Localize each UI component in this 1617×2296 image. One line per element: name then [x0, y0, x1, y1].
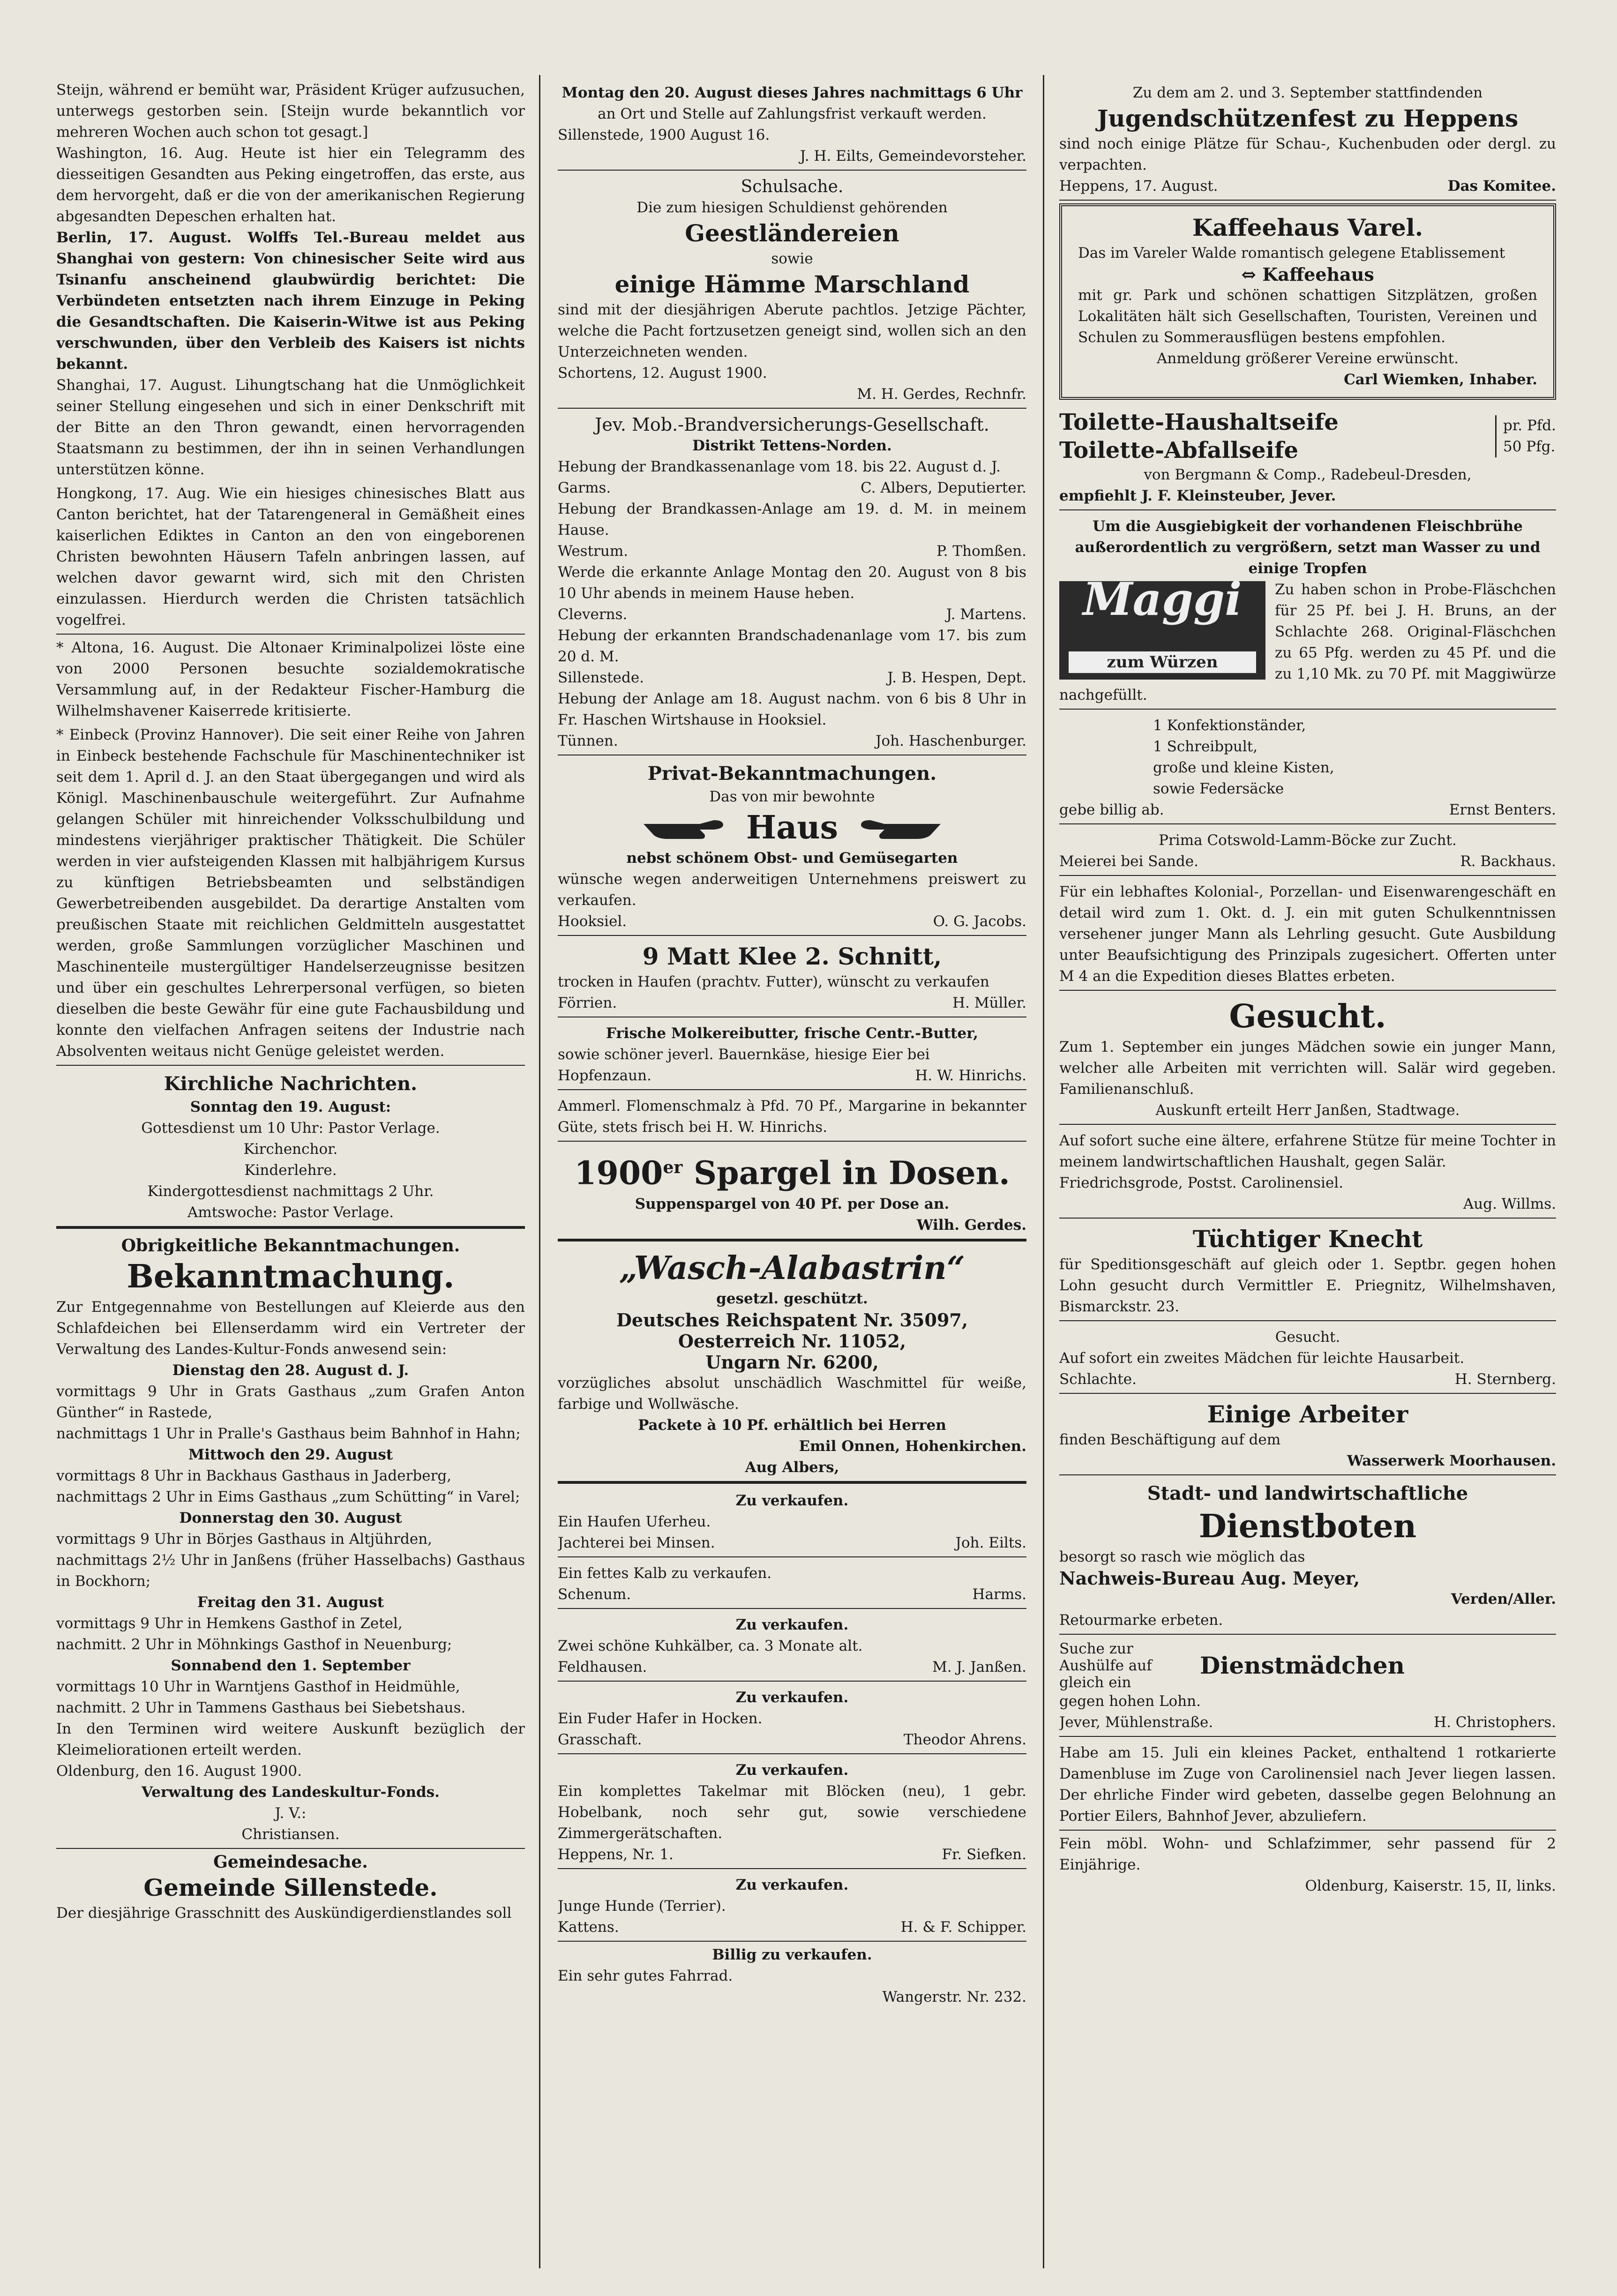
school-text: sind mit der diesjährigen Aberute pachtlos. Jetzige Pächter, welche die Pacht fortzusetzen geneigt sind, wollen sich an den Unterzeichneten wenden.: [558, 301, 1026, 360]
signature-row: [558, 1533, 1026, 1554]
church-line: Kirchenchor.: [243, 1141, 338, 1158]
helper-text: Auf sofort suche eine ältere, erfahrene Stütze für meine Tochter in meinem landwirtschaftlichen Haushalt, gegen Salär.: [1059, 1132, 1556, 1170]
place: Heppens, Nr. 1.: [558, 1846, 674, 1863]
municipal-text: Der diesjährige Grasschnitt des Auskündigerdienstlandes soll: [56, 1905, 512, 1922]
column-2: [558, 80, 1026, 2259]
wanted-title: Gesucht.: [1229, 998, 1386, 1035]
coffeehouse-title: Kaffeehaus Varel.: [1192, 214, 1423, 241]
sale-text: Zwei schöne Kuhkälber, ca. 3 Monate alt.: [558, 1637, 863, 1654]
place: Schlachte.: [1059, 1371, 1137, 1388]
lost-packet-ad: Habe am 15. Juli ein kleines Packet, enthaltend 1 rotkarierte Damenbluse im Zuge von Carolinensiel nach Jever liegen lassen. Der ehrliche Finder wird gebeten, dasselbe gegen Belohnung an Portier Eilers, Bahnhof Jever, abzuliefern.: [1059, 1740, 1556, 1831]
clover-title: 9 Matt Klee 2. Schnitt,: [642, 942, 942, 970]
insurance-item: Hebung der erkannten Brandschadenanlage vom 17. bis zum 20 d. M.: [558, 627, 1026, 665]
coffeehouse-name-text: Kaffeehaus: [1262, 264, 1374, 285]
insurance-item: Werde die erkannte Anlage Montag den 20. August von 8 bis 10 Uhr abends in meinem Hause heben.: [558, 564, 1026, 602]
signature-row: [1059, 800, 1556, 821]
servants-note: Retourmarke erbeten.: [1059, 1612, 1223, 1629]
asparagus-sup: er: [663, 1158, 683, 1177]
column-3: [1059, 80, 1556, 2259]
alabastrin-ad: [558, 1245, 1026, 1484]
coffeehouse-note: Anmeldung größerer Vereine erwünscht.: [1156, 350, 1459, 367]
signature-row: [558, 478, 1026, 499]
notice-intro: Zur Entgegennahme von Bestellungen auf Kleierde aus den Schlafdeichen bei Ellenserdamm wird ein Vertreter der Verwaltung des Landes-Kultur-Fonds anwesend sein:: [56, 1299, 525, 1358]
maggi-logo-band: zum Würzen: [1069, 651, 1256, 673]
sale-title: Billig zu verkaufen.: [712, 1946, 872, 1963]
news-item: Berlin, 17. August. Wolffs Tel.-Bureau meldet aus Shanghai von gestern: Von chinesischer Seite wird aus Tsinanfu anscheinend glaubwürdig berichtet: Die Verbündeten entsetzten nach ihrem Einzuge in Peking die Gesandtschaften. Die Kaiserin-Witwe ist aus Peking verschwunden, über den Verbleib des Kaisers ist nichts bekannt.: [56, 229, 525, 373]
servants-title: Stadt- und landwirtschaftliche: [1147, 1482, 1468, 1504]
signer: Harms.: [972, 1586, 1026, 1603]
place: Feldhausen.: [558, 1658, 647, 1675]
margarine-ad: Ammerl. Flomenschmalz à Pfd. 70 Pf., Margarine in bekannter Güte, stets frisch bei H. W. Hinrichs.: [558, 1093, 1026, 1142]
sale-ad: [558, 1560, 1026, 1609]
sale-title: Zu verkaufen.: [735, 1616, 849, 1633]
notice-line: nachmitt. 2 Uhr in Tammens Gasthaus bei Siebetshaus.: [56, 1699, 466, 1716]
asparagus-title: [558, 1147, 1026, 1194]
maggi-logo-text: Maggi: [1083, 573, 1242, 626]
place: Jachterei bei Minsen.: [558, 1534, 715, 1551]
arrow-icon: ⇔: [1241, 264, 1263, 285]
signature-row: [558, 1657, 1026, 1678]
benters-item: sowie Federsäcke: [1153, 780, 1284, 797]
signature-row: [1059, 176, 1556, 197]
place: Sillenstede.: [558, 669, 644, 686]
place: Heppens, 17. August.: [1059, 178, 1218, 194]
cotswold-ad: [1059, 827, 1556, 876]
insurance-title: Jev. Mob.-Brandversicherungs-Gesellschaft.: [595, 414, 989, 435]
maggi-text: Zu haben schon in Probe-Fläschchen für 25 Pf. bei J. H. Bruns, an der Schlachte 268. Original-Fläschchen zu 65 Pfg. werden zu 45 Pf. und die zu 1,10 Mk. zu 70 Pf. mit Maggiwürze nachgefüllt.: [1059, 581, 1556, 703]
place: Förrien.: [558, 995, 617, 1011]
signer: Theodor Ahrens.: [903, 1731, 1026, 1748]
maid-title: Gesucht.: [1275, 1329, 1340, 1346]
signature-row: [558, 911, 1026, 932]
signer: O. G. Jacobs.: [933, 913, 1026, 930]
butter-ad: [558, 1020, 1026, 1090]
maidservant-title-row: [1059, 1640, 1556, 1691]
signature-row: [558, 604, 1026, 625]
signature-row: [558, 993, 1026, 1014]
news-item: Washington, 16. Aug. Heute ist hier ein Telegramm des diesseitigen Gesandten aus Peking eingetroffen, das erste, aus dem hervorgeht, daß er die von der amerikanischen Regierung abgesandten Depeschen erhalten hat.: [56, 145, 525, 225]
alabastrin-packets: Packete à 10 Pf. erhältlich bei Herren: [638, 1416, 946, 1434]
school-place: Schortens, 12. August 1900.: [558, 365, 767, 381]
alabastrin-seller: Emil Onnen, Hohenkirchen.: [799, 1437, 1026, 1455]
signature-row: [1059, 851, 1556, 872]
signer: Wangerstr. Nr. 232.: [882, 1988, 1026, 2005]
servants-title: Dienstboten: [1198, 1508, 1417, 1545]
column-1: [56, 80, 525, 2259]
coffeehouse-name: [1078, 264, 1537, 285]
news-item: Shanghai, 17. August. Lihungtschang hat die Unmöglichkeit seiner Stellung eingesehen und sich in einer Denkschrift mit der Bitte an den Thron gewandt, einen hervorragenden Staatsmann zu bestimmen, der ihn in seinen Verhandlungen unterstützen könne.: [56, 377, 525, 478]
benters-item: 1 Schreibpult,: [1153, 738, 1258, 755]
place: Hooksiel.: [558, 913, 627, 930]
signature-row: [558, 1844, 1026, 1865]
municipal-notice: [56, 1852, 525, 1924]
benters-item: große und kleine Kisten,: [1153, 759, 1334, 776]
signer: H. Sternberg.: [1454, 1371, 1556, 1388]
municipal-title: Gemeinde Sillenstede.: [143, 1874, 438, 1901]
school-notice: [558, 173, 1026, 409]
signature-row: [558, 1729, 1026, 1750]
notice-day: Mittwoch den 29. August: [188, 1446, 393, 1463]
soap-price-unit: pr. Pfd.: [1503, 417, 1556, 434]
alabastrin-patent: Oesterreich Nr. 11052,: [678, 1330, 906, 1352]
church-line: Gottesdienst um 10 Uhr: Pastor Verlage.: [141, 1120, 440, 1137]
school-intro: Die zum hiesigen Schuldienst gehörenden: [636, 199, 948, 216]
maid-text: Auf sofort ein zweites Mädchen für leichte Hausarbeit.: [1059, 1350, 1465, 1367]
benters-item: 1 Konfektionständer,: [1153, 717, 1306, 734]
signature-row: [558, 667, 1026, 688]
place: Grasschaft.: [558, 1731, 642, 1748]
workers-title: Einige Arbeiter: [1207, 1400, 1408, 1428]
news-item: * Altona, 16. August. Die Altonaer Kriminalpolizei löste eine von 2000 Personen besuchte sozialdemokratische Versammlung auf, in der Redakteur Fischer-Hamburg die Wilhelmshavener Kaiserrede kritisierte.: [56, 639, 525, 719]
signature-row: [1059, 1369, 1556, 1390]
pointing-hand-left-icon: [849, 814, 943, 842]
house-ad: [558, 758, 1026, 936]
room-text: Fein möbl. Wohn- und Schlafzimmer, sehr passend für 2 Einjährige.: [1059, 1835, 1556, 1873]
news-item: Hongkong, 17. Aug. Wie ein hiesiges chinesisches Blatt aus Canton berichtet, hat der Tatarengeneral in Gemäßheit eines kaiserlichen Ediktes in Canton an den von eingeborenen Christen bewohnten Häusern Tafeln anbringen lassen, auf welchen davor gewarnt wird, sich mit den Christen einzulassen. Hierdurch werden die Christen tatsächlich vogelfrei.: [56, 480, 525, 635]
notice-authority: Verwaltung des Landeskultur-Fonds.: [142, 1784, 440, 1801]
butter-title: Frische Molkereibutter, frische Centr.-Butter,: [606, 1025, 979, 1042]
butter-text: sowie schöner jeverl. Bauernkäse, hiesige Eier bei: [558, 1046, 930, 1063]
auction-text: an Ort und Stelle auf Zahlungsfrist verkauft werden.: [598, 105, 987, 122]
alabastrin-patent: Ungarn Nr. 6200,: [705, 1351, 879, 1373]
cotswold-text: Prima Cotswold-Lamm-Böcke zur Zucht.: [1159, 832, 1457, 849]
asparagus-signer: Wilh. Gerdes.: [916, 1216, 1026, 1234]
place: Hopfenzaun.: [558, 1067, 651, 1084]
section-heading: Schulsache.: [741, 177, 844, 196]
church-line: Amtswoche: Pastor Verlage.: [187, 1204, 394, 1221]
clover-ad: [558, 939, 1026, 1017]
soap-titles: [1059, 408, 1339, 464]
alabastrin-seller: Aug Albers,: [745, 1458, 839, 1476]
notice-line: vormittags 9 Uhr in Hemkens Gasthof in Zetel,: [56, 1615, 403, 1632]
signature-row: [1059, 1712, 1556, 1733]
auction-notice: [558, 80, 1026, 171]
insurance-item: Hebung der Brandkassenanlage vom 18. bis 22. August d. J.: [558, 458, 1001, 475]
notice-day: Donnerstag den 30. August: [179, 1510, 402, 1526]
school-sowie: sowie: [771, 250, 813, 267]
maidservant-ad: [1059, 1638, 1556, 1737]
auction-headline: Montag den 20. August dieses Jahres nachmittags 6 Uhr: [561, 84, 1023, 101]
school-signer: M. H. Gerdes, Rechnfr.: [857, 386, 1026, 403]
sale-text: Junge Hunde (Terrier).: [558, 1897, 726, 1915]
notice-line: nachmittags 2½ Uhr in Janßens (früher Hasselbachs) Gasthaus in Bockhorn;: [56, 1552, 525, 1590]
soap-seller: empfiehlt J. F. Kleinsteuber, Jever.: [1059, 487, 1336, 504]
church-line: Kindergottesdienst nachmittags 2 Uhr.: [147, 1183, 434, 1200]
signature-row: [558, 541, 1026, 562]
notice-line: vormittags 8 Uhr in Backhaus Gasthaus in Jaderberg,: [56, 1467, 452, 1484]
signer: Fr. Siefken.: [942, 1846, 1026, 1863]
signature-row: [558, 1917, 1026, 1938]
sale-ad: [558, 1488, 1026, 1557]
coffeehouse-intro: Das im Vareler Walde romantisch gelegene Etablissement: [1078, 245, 1505, 262]
sale-title: Zu verkaufen.: [735, 1689, 849, 1706]
column-rule: [1043, 75, 1044, 2268]
workers-text: finden Beschäftigung auf dem: [1059, 1431, 1281, 1448]
alabastrin-title: „Wasch-Alabastrin“: [619, 1249, 965, 1287]
notice-day: Sonnabend den 1. September: [171, 1657, 411, 1674]
section-heading: Privat-Bekanntmachungen.: [647, 763, 937, 785]
notice-day: Freitag den 31. August: [197, 1594, 384, 1611]
sale-text: Ein fettes Kalb zu verkaufen.: [558, 1564, 772, 1582]
alabastrin-protected: gesetzl. geschützt.: [716, 1290, 868, 1307]
maidservant-pre: Suche zur Aushülfe auf gleich ein: [1059, 1640, 1152, 1691]
place: Meierei bei Sande.: [1059, 853, 1198, 870]
school-title: Geestländereien: [685, 219, 899, 247]
servants-city: Verden/Aller.: [1451, 1591, 1556, 1608]
asparagus-year: 1900: [574, 1154, 663, 1192]
maidservant-text: gegen hohen Lohn.: [1059, 1693, 1201, 1710]
servants-text: besorgt so rasch wie möglich das: [1059, 1548, 1305, 1565]
insurance-item: Hebung der Brandkassen-Anlage am 19. d. M. in meinem Hause.: [558, 501, 1026, 538]
coffeehouse-text: mit gr. Park und schönen schattigen Sitzplätzen, großen Lokalitäten hält sich Gesellschaften, Touristen, Vereinen und Schulen zu Sommerausflügen bestens empfohlen.: [1078, 287, 1537, 346]
maidservant-title: Dienstmädchen: [1200, 1652, 1405, 1679]
youth-intro: Zu dem am 2. und 3. September stattfindenden: [1132, 84, 1483, 101]
sale-title: Zu verkaufen.: [735, 1492, 849, 1509]
signer: Ernst Benters.: [1449, 801, 1556, 818]
soap-title-row: [1059, 408, 1556, 464]
signature-row: [558, 1065, 1026, 1086]
helper-place: Friedrichsgrode, Postst. Carolinensiel.: [1059, 1174, 1344, 1191]
place: Cleverns.: [558, 606, 628, 623]
coffeehouse-ad: [1059, 203, 1556, 400]
place: Garms.: [558, 479, 611, 496]
soap-price: [1495, 415, 1556, 457]
servants-bureau: Nachweis-Bureau Aug. Meyer,: [1059, 1568, 1360, 1589]
church-notice: [56, 1069, 525, 1229]
signer: P. Thomßen.: [936, 543, 1026, 560]
youth-festival-ad: [1059, 80, 1556, 201]
notice-place-date: Oldenburg, den 16. August 1900.: [56, 1763, 302, 1780]
signer: M. J. Janßen.: [932, 1658, 1026, 1675]
benters-text: gebe billig ab.: [1059, 801, 1164, 818]
section-heading: Gemeindesache.: [213, 1852, 368, 1872]
sale-text: Ein Fuder Hafer in Hocken.: [558, 1710, 763, 1727]
insurance-district: Distrikt Tettens-Norden.: [692, 437, 892, 454]
alabastrin-text: vorzügliches absolut unschädlich Waschmittel für weiße, farbige und Wollwäsche.: [558, 1374, 1026, 1413]
maggi-lead: Um die Ausgiebigkeit der vorhandenen Fleischbrühe außerordentlich zu vergrößern, setzt man Wasser zu und einige Tropfen: [1075, 518, 1541, 577]
signer: Das Komitee.: [1447, 178, 1556, 194]
church-date: Sonntag den 19. August:: [190, 1099, 391, 1115]
signer: H. W. Hinrichs.: [915, 1067, 1026, 1084]
place: Kattens.: [558, 1918, 619, 1936]
workers-ad: [1059, 1397, 1556, 1475]
pointing-hand-right-icon: [641, 814, 735, 842]
church-title: Kirchliche Nachrichten.: [164, 1073, 418, 1095]
signer: R. Backhaus.: [1460, 853, 1556, 870]
signer: C. Albers, Deputierter.: [861, 479, 1026, 496]
insurance-notice: [558, 411, 1026, 755]
farmhand-ad: [1059, 1221, 1556, 1321]
auction-place: Sillenstede, 1900 August 16.: [558, 127, 770, 143]
house-intro: Das von mir bewohnte: [709, 788, 875, 805]
section-heading: Obrigkeitliche Bekanntmachungen.: [121, 1236, 460, 1256]
helper-ad: [1059, 1128, 1556, 1219]
sale-text: Ein sehr gutes Fahrrad.: [558, 1967, 733, 1984]
wanted-text: Zum 1. September ein junges Mädchen sowie ein junger Mann, welcher alle Arbeiten mit verrichten will. Salär wird gegeben. Familienanschluß.: [1059, 1039, 1556, 1098]
signer: H. Müller.: [952, 995, 1026, 1011]
notice-day: Dienstag den 28. August d. J.: [172, 1362, 409, 1379]
workers-signer: Wasserwerk Moorhausen.: [1347, 1452, 1556, 1469]
sale-text: Ein Haufen Uferheu.: [558, 1513, 711, 1530]
house-sub: nebst schönem Obst- und Gemüsegarten: [626, 850, 958, 867]
wanted-ad: [1059, 994, 1556, 1125]
room-ad: [1059, 1833, 1556, 1897]
sale-ad: [558, 1872, 1026, 1942]
notice-iv: J. V.:: [275, 1805, 307, 1822]
farmhand-title: Tüchtiger Knecht: [1192, 1225, 1423, 1253]
house-title: Haus: [746, 809, 838, 846]
school-title: einige Hämme Marschland: [614, 270, 970, 298]
notice-line: nachmitt. 2 Uhr in Möhnkings Gasthof in Neuenburg;: [56, 1636, 452, 1653]
column-rule: [539, 75, 540, 2268]
place: Schenum.: [558, 1586, 631, 1603]
clover-text: trocken in Haufen (prachtv. Futter), wünscht zu verkaufen: [558, 973, 989, 990]
youth-title: Jugendschützenfest zu Heppens: [1097, 105, 1519, 132]
asparagus-line: Suppenspargel von 40 Pf. per Dose an.: [635, 1195, 950, 1212]
soap-title: Toilette-Haushaltseife: [1059, 409, 1339, 435]
news-item: Steijn, während er bemüht war, Präsident Krüger aufzusuchen, unterwegs gestorben sein. [Steijn wurde bekanntlich vor mehreren Wochen auch schon tot gesagt.]: [56, 82, 525, 141]
sale-ad: [558, 1612, 1026, 1682]
wanted-info: Auskunft erteilt Herr Janßen, Stadtwage.: [1155, 1102, 1460, 1119]
servants-ad: [1059, 1478, 1556, 1635]
auction-signer: J. H. Eilts, Gemeindevorsteher.: [800, 148, 1026, 165]
coffeehouse-signer: Carl Wiemken, Inhaber.: [1344, 371, 1537, 388]
asparagus-ad: [558, 1144, 1026, 1241]
signer: H. Christophers.: [1434, 1714, 1556, 1731]
room-place: Oldenburg, Kaiserstr. 15, II, links.: [1305, 1877, 1556, 1894]
insurance-item: Hebung der Anlage am 18. August nachm. von 6 bis 8 Uhr in Fr. Haschen Wirtshause in Hooksiel.: [558, 690, 1026, 728]
signer: Joh. Eilts.: [955, 1534, 1026, 1551]
notice-line: nachmittags 1 Uhr in Pralle's Gasthaus beim Bahnhof in Hahn;: [56, 1425, 521, 1442]
official-notice: [56, 1233, 525, 1849]
maid-ad: [1059, 1324, 1556, 1394]
place: Westrum.: [558, 543, 629, 560]
sale-title: Zu verkaufen.: [735, 1761, 849, 1779]
farmhand-text: für Speditionsgeschäft auf gleich oder 1. Septbr. gegen hohen Lohn gesucht durch Vermittler E. Priegnitz, Wilhelmshaven, Bismarckstr. 23.: [1059, 1256, 1556, 1315]
signature-row: [558, 731, 1026, 752]
maggi-ad: [1059, 513, 1556, 710]
alabastrin-patent: Deutsches Reichspatent Nr. 35097,: [616, 1309, 968, 1331]
signer: H. & F. Schipper.: [900, 1918, 1026, 1936]
sale-title: Zu verkaufen.: [735, 1876, 849, 1893]
sale-text: Ein komplettes Takelmar mit Blöcken (neu), 1 gebr. Hobelbank, noch sehr gut, sowie verschiedene Zimmergerätschaften.: [558, 1782, 1026, 1842]
church-line: Kinderlehre.: [244, 1162, 337, 1179]
notice-line: vormittags 10 Uhr in Warntjens Gasthof in Heidmühle,: [56, 1678, 460, 1695]
apprentice-ad: Für ein lebhaftes Kolonial-, Porzellan- und Eisenwarengeschäft en detail wird zum 1. Okt. d. J. ein mit guten Schulkenntnissen versehener junger Mann als Lehrling gesucht. Gute Ausbildung unter Beaufsichtigung des Prinzipals zugesichert. Offerten unter M 4 an die Expedition dieses Blattes erbeten.: [1059, 879, 1556, 991]
house-title-row: [558, 808, 1026, 848]
youth-text: sind noch einige Plätze für Schau-, Kuchenbuden oder dergl. zu verpachten.: [1059, 135, 1556, 173]
notice-line: vormittags 9 Uhr in Grats Gasthaus „zum Grafen Anton Günther“ in Rastede,: [56, 1383, 525, 1421]
place: Jever, Mühlenstraße.: [1059, 1714, 1213, 1731]
notice-title: Bekanntmachung.: [127, 1258, 455, 1295]
maggi-logo: [1059, 573, 1265, 680]
place: Tünnen.: [558, 733, 618, 749]
sale-ad: [558, 1944, 1026, 2008]
sale-ad: [558, 1684, 1026, 1754]
notice-line: nachmittags 2 Uhr in Eims Gasthaus „zum Schütting“ in Varel;: [56, 1488, 520, 1505]
benters-ad: [1059, 712, 1556, 824]
asparagus-title-rest: Spargel in Dosen.: [694, 1154, 1010, 1192]
soap-ad: [1059, 405, 1556, 510]
soap-maker: von Bergmann & Comp., Radebeul-Dresden,: [1144, 466, 1472, 483]
news-item: * Einbeck (Provinz Hannover). Die seit einer Reihe von Jahren in Einbeck bestehende Fachschule für Maschinentechniker ist seit dem 1. April d. J. an den Staat übergegangen und wird als Königl. Maschinenbauschule weitergeführt. Zur Aufnahme gelangen Schüler mit hinreichender Volksschulbildung und mindestens vierjähriger praktischer Thätigkeit. Die Schüler werden in vier aufsteigenden Klassen mit halbjährigem Kursus zu künftigen Betriebsbeamten und selbständigen Gewerbetreibenden ausgebildet. Da derartige Anstalten vom preußischen Staate mit reichlichen Geldmitteln ausgestattet werden, große Sammlungen vorzüglicher Maschinen und Maschinenteile mustergültiger Handelserzeugnisse besitzen und über ein geschultes Lehrerpersonal verfügen, so bieten dieselben die beste Gewähr für eine gute Fachausbildung und konnte den vielfachen Anfragen seitens der Industrie nach Absolventen weitaus nicht Genüge geleistet werden.: [56, 722, 525, 1066]
sale-ad: [558, 1757, 1026, 1869]
signer: J. B. Hespen, Dept.: [887, 669, 1026, 686]
house-text: wünsche wegen anderweitigen Unternehmens preiswert zu verkaufen.: [558, 871, 1026, 909]
soap-title: Toilette-Abfallseife: [1059, 437, 1299, 464]
notice-signer: Christiansen.: [241, 1826, 340, 1843]
notice-closing: In den Terminen wird weitere Auskunft bezüglich der Kleimeliorationen erteilt werden.: [56, 1720, 525, 1758]
signature-row: [558, 1584, 1026, 1605]
notice-line: vormittags 9 Uhr in Börjes Gasthaus in Altjührden,: [56, 1531, 433, 1548]
signer: J. Martens.: [946, 606, 1026, 623]
for-sale-list: [558, 1488, 1026, 2008]
soap-price-value: 50 Pfg.: [1503, 438, 1556, 455]
signer: Joh. Haschenburger.: [876, 733, 1026, 749]
helper-signer: Aug. Willms.: [1463, 1196, 1556, 1212]
